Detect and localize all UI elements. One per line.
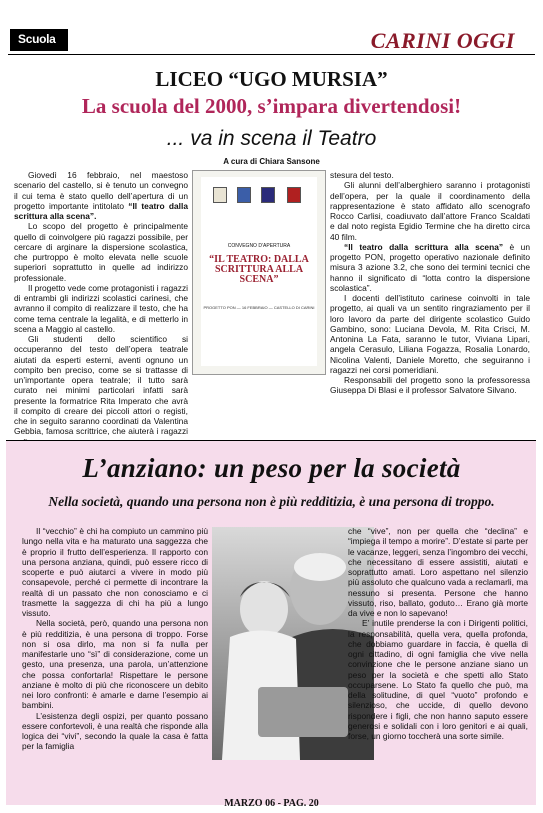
section-tab (10, 29, 68, 51)
subhead-text: va in scena il Teatro (190, 127, 377, 150)
paragraph: che “vive”, non per quella che “declina” e “impiega il tempo a morire”. D’estate si parte per le vacanze, leggeri, senza l’ingombro dei vecchi, che necessitano di essere assistiti, aiutati e soprattutto amati. Loro aspettano nel silenzio più assoluto che qualcuno vada a reclamarli, ma nessuno si presenta. Persone che hanno vissuto, riso, ballato, goduto… Erano già morte da vive e non lo sapevano! (348, 526, 528, 618)
event-poster-image (192, 170, 326, 375)
article-byline: A cura di Chiara Sansone (223, 157, 320, 166)
paragraph: Gli studenti dello scientifico si occuperanno del testo dell’opera teatrale aiutati da esperti esterni, aventi ognuno un compito ben preciso, come se si trattasse di un’importante opera teatrale; il tutto sarà curato nei minimi particolari infatti sarà presente la formatrice Rita Imperato che avrà il compito di creare dei piccoli attori o registi, che in seguito saranno coordinati da Valentina Gebbia, famosa scrittrice, che aiuterà i ragazzi (14, 334, 188, 437)
article2-subhead: Nella società, quando una persona non è più redditizia, è una persona di troppo. (48, 494, 495, 509)
section-tab-label: Scuola (18, 32, 56, 46)
masthead-logo: CARINI OGGI (370, 28, 515, 53)
paragraph: E’ inutile prenderse la con i Dirigenti politici, la responsabilità, quella vera, quella profonda, che dobbiamo guardare in faccia, è quella di ogni cittadino, di ogni famiglia che vive nella convinzione che le persone anziane siano un peso per la società e che spetti allo Stato occuparsene. Lo Stato fa quello che può, ma della solitudine, di quel “vuoto” profondo e silenzioso, che uccide, di quello devono rispondere i figli, che non hanno saputo essere generosi e solidali con i loro genitori e ai quali, forse, un giorno toccherà una sorte simile. (348, 618, 528, 741)
crest-icon (287, 187, 301, 203)
article2-headline: L’anziano: un peso per la società (82, 453, 461, 483)
article-headline: La scuola del 2000, s’impara divertendosi! (81, 94, 462, 118)
header-divider (8, 54, 535, 55)
paragraph: Nella società, però, quando una persona non è più redditizia, è una persona di troppo. Forse non si osa dirlo, ma non si fa nulla per manifestarle uno “sì” di considerazione, come un gesto, una presenza, una parola, un’attenzione che possa confortarla! Rispettare le persone anziane è molto di più che riconoscere un debito nei loro confronti: è amarle e darne l’esempio ai bambini. (22, 618, 208, 711)
poster-details: PROGETTO PON — 16 FEBBRAIO — CASTELLO DI CARINI (203, 305, 315, 310)
paragraph: L’esistenza degli ospizi, per quanto possano essere confortevoli, è una realtà che risponde alla logica dei “vivi”, secondo la quale la casa è fatta per la famiglia (22, 710, 208, 752)
paragraph: I docenti dell’istituto carinese coinvolti in tale progetto, ai quali va un sentito ringraziamento per il loro lavoro da parte del dirigente scolastico Guido Gambino, sono: Luciana Devola, M. Rita Crisci, M. Antonina La Fata, saranno le tutor, Viviana Lipari, angela Cerasulo, Liliana Fogazza, Rosalia Lonardo, Nicolina Valenti, Daniele Moretto, che seguiranno i ragazzi nei corsi pomeridiani. (330, 293, 530, 375)
article2-left-column (22, 526, 208, 752)
paragraph: Responsabili del progetto sono la professoressa Giuseppa Di Blasi e il professor Salvatore Silvano. (330, 375, 530, 396)
paragraph: Giovedì 16 febbraio, nel maestoso scenario del castello, si è tenuto un convegno il cui tema è stato quello dell’apertura di un progetto importante intitolato “Il teatro dalla scrittura alla scena”. (14, 170, 188, 221)
article1-left-column (14, 170, 188, 447)
article-subhead (0, 127, 543, 151)
page-footer: MARZO 06 - PAG. 20 (224, 798, 319, 809)
article1-right-column (330, 170, 530, 396)
crest-icon (213, 187, 227, 203)
article2-right-column (348, 526, 528, 741)
paragraph: Il progetto vede come protagonisti i ragazzi di entrambi gli indirizzi scolastici carinesi, che avranno il compito di realizzare il testo, che ha come tema centrale la legalità, e di metterlo in scena a Maggio al castello. (14, 282, 188, 334)
paragraph: Lo scopo del progetto è principalmente quello di coinvolgere più ragazzi possibile, per cercare di arginare la dispersione scolastica, che purtroppo è molto elevata nelle scuole superiori soprattutto in quelle ad indirizzo professionale. (14, 221, 188, 283)
paragraph: stesura del testo. (330, 170, 394, 180)
subhead-dots: ... (166, 127, 185, 150)
crest-icon (261, 187, 275, 203)
poster-headline: “IL TEATRO: DALLA SCRITTURA ALLA SCENA” (209, 254, 309, 285)
paragraph: Il “vecchio” è chi ha compiuto un cammino più lungo nella vita e ha maturato una saggezza che è proprio il frutto dell’esperienza. Il rapporto con una persona anziana, quindi, può essere ricco di scoperte e può aiutarci a vivere in modo più consapevole, perché ci permette di incontrare la realtà di un passato che non conosciamo e ci trasmette la saggezza di chi ha più a lungo vissuto. (22, 526, 208, 618)
eu-flag-icon (237, 187, 251, 203)
poster-title: CONVEGNO D’APERTURA (227, 243, 291, 249)
paragraph: “Il teatro dalla scrittura alla scena” è un progetto PON, progetto operativo nazionale definito misura 3 azione 3.2, che sono dei termini tecnici che hanno il significato di “lotta contro la dispersione scolastica”. (330, 241, 530, 293)
paragraph: Gli alunni dell’alberghiero saranno i protagonisti dell’opera, per la quale il coordinamento della rappresentazione è stato affidato allo scenografo Rocco Carlisi, coadiuvato dall’attore Franco Scaldati e dal noto regista Egidio Termine che ha diretto circa 40 film. (330, 180, 530, 242)
school-title: LICEO “UGO MURSIA” (155, 67, 388, 91)
